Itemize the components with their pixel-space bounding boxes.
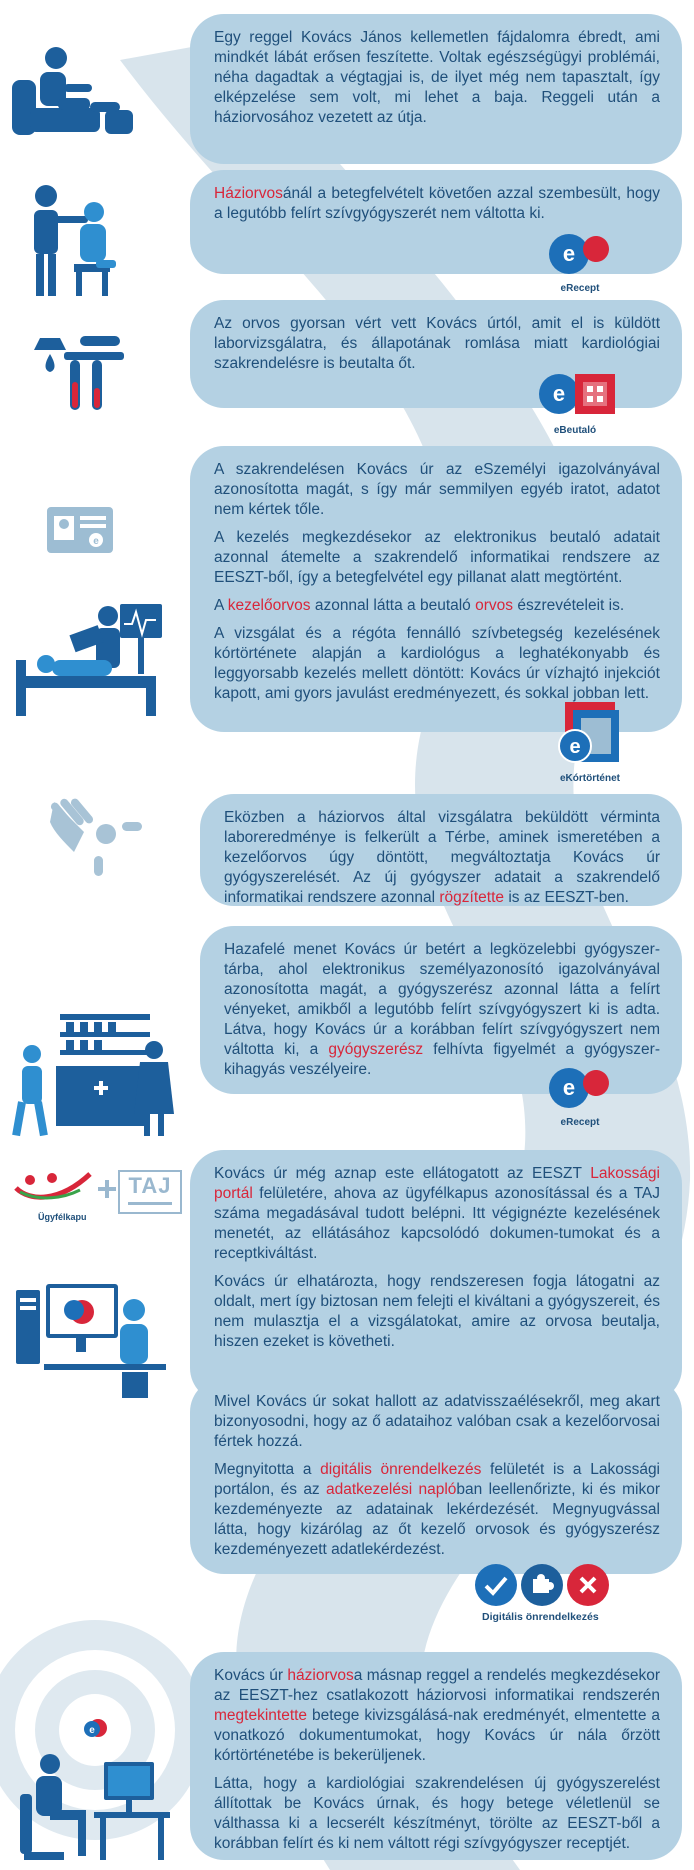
story-paragraph <box>214 1164 660 1264</box>
text-segment: Kovács úr <box>214 1667 288 1684</box>
story-paragraph <box>214 624 660 704</box>
ekortortenet-badge <box>545 700 635 784</box>
story-text-5 <box>224 808 660 908</box>
eeszt-logo-icon <box>80 1714 110 1744</box>
story-text-1 <box>214 28 660 128</box>
highlight-term: Lakossági portál <box>214 1165 660 1202</box>
erecept-label-2: eRecept <box>560 1117 600 1128</box>
erecept-icon-2 <box>545 1064 615 1110</box>
doctor-at-desk-icon <box>20 1754 170 1864</box>
highlight-term: orvos <box>475 597 514 614</box>
taj-label: TAJ <box>128 1173 172 1198</box>
story-paragraph <box>214 1392 660 1452</box>
erecept-label-1: eRecept <box>560 283 600 294</box>
svg-text:e: e <box>562 1075 576 1100</box>
pills-hand-icon <box>44 792 144 882</box>
doctor-examining-patient-icon <box>14 180 124 300</box>
story-text-9 <box>214 1666 660 1854</box>
story-paragraph <box>214 1666 660 1766</box>
text-segment: Eközben a háziorvos által vizsgálatra beküldött vérminta laboreredménye is felkerült a Térbe, aminek ismeretében a kezelőorvos úgy döntött, megváltoztatja Kovács úr gyógyszerelését. Az új gyógyszer adatait a szakrendelő informatikai rendszere azonnal <box>224 809 660 906</box>
digitalis-onrendelkezes-label: Digitális önrendelkezés <box>482 1611 599 1623</box>
story-paragraph <box>214 184 660 224</box>
cardiologist-ecg-icon <box>16 600 166 720</box>
story-paragraph <box>214 528 660 588</box>
erecept-badge-2 <box>540 1064 620 1128</box>
highlight-term: Háziorvos <box>214 185 283 202</box>
highlight-term: digitális önrendelkezés <box>320 1461 482 1478</box>
text-segment: felhívta figyelmét a gyógyszer-kihagyás veszélyeire. <box>224 1041 660 1078</box>
text-segment: felületét is a Lakossági portálon, és az <box>214 1461 661 1498</box>
story-text-3 <box>214 314 660 374</box>
text-segment: Mivel Kovács úr sokat hallott az adatvisszaélésekről, meg akart bizonyosodni, hogy az ő adataihoz valóban csak a kezelőorvosai fértek hozzá. <box>214 1393 660 1450</box>
pharmacy-icon <box>10 1010 180 1140</box>
puzzle-circle-icon <box>520 1563 564 1607</box>
close-circle-icon <box>566 1563 610 1607</box>
highlight-term: gyógyszerész <box>328 1041 424 1058</box>
story-paragraph <box>214 1272 660 1352</box>
story-bubble-4 <box>190 446 682 732</box>
story-paragraph <box>224 940 660 1080</box>
svg-text:e: e <box>93 536 99 547</box>
text-segment: ánál a betegfelvételt követően azzal szembesült, hogy a legutóbb felírt szívgyógyszerét nem váltotta ki. <box>214 185 660 222</box>
patient-armchair-icon <box>10 40 135 140</box>
ugyfelkapu-label: Ügyfélkapu <box>38 1212 87 1222</box>
highlight-term: kezelőorvos <box>227 597 311 614</box>
text-segment: Egy reggel Kovács János kellemetlen fájdalomra ébredt, ami mindkét lábát erősen feszítette. Voltak egészségügyi problémái, néha dagadtak a végtagjai is, de ilyet még nem tapasztalt, így elképzelése sem volt, mi lehet a baja. Reggeli után a háziorvosához vezetett az útja. <box>214 29 660 126</box>
story-paragraph <box>214 1460 660 1560</box>
text-segment: A kezelés megkezdésekor az elektronikus beutaló adatait azonnal átemelte a szakrendelő informatikai rendszere az EESZT-ből, így a betegfelvétel egy pillanat alatt megtörtént. <box>214 529 660 586</box>
text-segment: is az EESZT-ben. <box>504 889 629 906</box>
ebeutalo-icon <box>531 370 619 418</box>
story-text-7 <box>214 1164 660 1352</box>
story-paragraph <box>214 28 660 128</box>
text-segment: A <box>214 597 228 614</box>
text-segment: A szakrendelésen Kovács úr az eSzemélyi igazolványával azonosította magát, s így már semmilyen egyéb iratot, adatot nem kértek tőle. <box>214 461 660 518</box>
plus-icon <box>98 1180 116 1198</box>
text-segment: ban leellenőrizte, ki és mikor kezdeményezte az adatainak lekérdezését. Megnyugvással látta, hogy kizárólag az őt kezelő orvosok és gyógyszerész kezdeményezett adatlekérdezést. <box>214 1481 660 1558</box>
highlight-term: háziorvos <box>287 1667 354 1684</box>
text-segment: Megnyitotta a <box>214 1461 321 1478</box>
highlight-term: rögzítette <box>439 889 505 906</box>
story-paragraph <box>214 1774 660 1854</box>
text-segment: Az orvos gyorsan vért vett Kovács úrtól, amit el is küldött laborvizsgálatra, és állapotának romlása miatt kardiológiai szakrendelésre is beutalta őt. <box>214 315 660 372</box>
check-circle-icon <box>474 1563 518 1607</box>
story-bubble-8 <box>190 1378 682 1574</box>
computer-user-icon <box>16 1280 166 1400</box>
story-bubble-5 <box>200 794 682 906</box>
svg-text:e: e <box>562 241 576 266</box>
ekortortenet-label: eKórtörténet <box>559 773 620 784</box>
highlight-term: megtekintette <box>214 1707 308 1724</box>
story-text-6 <box>224 940 660 1080</box>
svg-text:e: e <box>552 381 566 406</box>
erecept-badge-1 <box>540 230 620 294</box>
story-paragraph <box>224 808 660 908</box>
story-bubble-9 <box>190 1652 682 1860</box>
svg-text:e: e <box>569 736 581 758</box>
text-segment: felületére, ahova az ügyfélkapus azonosítással és a TAJ száma megadásával tudott belépni. Itt végignézte kezelésének menetét, az ellátásához kapcsolódó dokumen-tumokat és a receptkiváltást. <box>214 1185 660 1262</box>
ekortortenet-icon <box>555 700 625 766</box>
text-segment: a másnap reggel a rendelés megkezdésekor az EESZT-hez csatlakozott háziorvosi informatikai rendszerén <box>214 1667 660 1704</box>
erecept-icon <box>545 230 615 276</box>
text-segment: észrevételeit is. <box>513 597 625 614</box>
text-segment: azonnal látta a beutaló <box>310 597 476 614</box>
blood-sample-tubes-icon <box>30 330 130 415</box>
ugyfelkapu-logo-icon <box>10 1168 100 1208</box>
story-paragraph <box>214 314 660 374</box>
story-bubble-7 <box>190 1150 682 1402</box>
text-segment: Hazafelé menet Kovács úr betért a legközelebbi gyógyszer-tárba, ahol elektronikus személyazonosító igazolványával azonosította magát, a gyógyszerész azonnal látta a felírt vényeket, amikből a legutóbb felírt szívgyógyszert ki is adta. Látva, hogy Kovács úr a korábban felírt szívgyógyszert nem váltotta ki, a <box>224 941 660 1058</box>
story-text-8 <box>214 1392 660 1560</box>
story-paragraph <box>214 596 660 616</box>
text-segment: Látta, hogy a kardiológiai szakrendelésen új gyógyszerelést állítottak be Kovács úrnak, és hogy betege véletlenül se válthassa ki a lecserélt készítményt, törölte az EESZT-ből a korábban felírt és ki nem váltott régi szívgyógyszer receptjét. <box>214 1775 660 1852</box>
text-segment: Kovács úr elhatározta, hogy rendszeresen fogja látogatni az oldalt, mert így biztosan nem felejti el kiváltani a gyógyszereit, és nem mulasztja el a vizsgálatokat, amire az orvosa beutalja, hiszen ezeket is követheti. <box>214 1273 660 1350</box>
story-bubble-1 <box>190 14 682 164</box>
id-card-icon <box>46 506 114 554</box>
ebeutalo-label: eBeutaló <box>553 425 597 436</box>
highlight-term: adatkezelési napló <box>326 1481 457 1498</box>
taj-card <box>118 1170 182 1214</box>
text-segment: A vizsgálat és a régóta fennálló szívbetegség kezelésének kórtörténete alapján a kardiológus a leghatékonyabb és leggyorsabb kezelés mellett döntött: Kovács úr vízhajtó injekciót kapott, ami gyors javulást eredményezett, és sokkal jobban lett. <box>214 625 660 702</box>
ebeutalo-badge <box>530 370 620 436</box>
text-segment: Kovács úr még aznap este ellátogatott az EESZT <box>214 1165 591 1182</box>
story-paragraph <box>214 460 660 520</box>
story-text-4 <box>214 460 660 704</box>
story-text-2 <box>214 184 660 224</box>
svg-text:e: e <box>89 1725 95 1736</box>
text-segment: betege kivizsgálásá-nak eredményét, elmentette a vonatkozó dokumentumokat, hogy Kovács úr nála őrzött kórtörténetébe is bekerüljenek. <box>214 1707 660 1764</box>
